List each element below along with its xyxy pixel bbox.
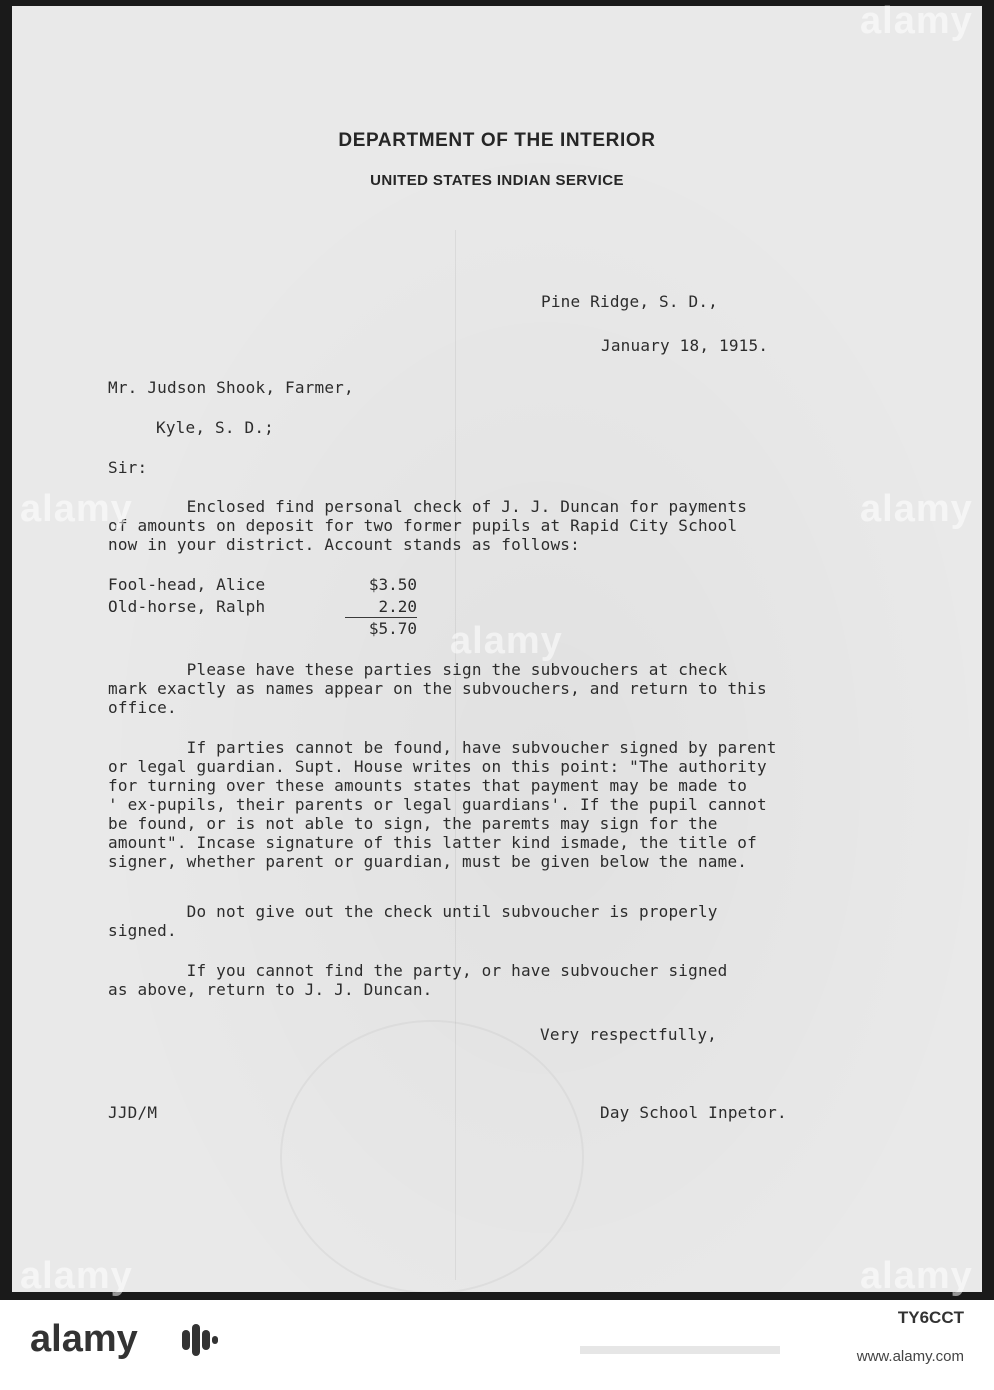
dateline-place: Pine Ridge, S. D., <box>541 292 718 311</box>
footer-divider <box>580 1346 780 1354</box>
paragraph-line: If parties cannot be found, have subvoucher signed by parent <box>108 738 777 757</box>
paragraph-line: Do not give out the check until subvoucher is properly <box>108 902 718 921</box>
watermark: alamy <box>860 0 973 42</box>
paragraph-line: signed. <box>108 921 177 940</box>
watermark: alamy <box>860 1255 973 1297</box>
paragraph-line: signer, whether parent or guardian, must be given below the name. <box>108 852 748 871</box>
account-name: Old-horse, Ralph <box>108 597 266 616</box>
paragraph-line: ' ex-pupils, their parents or legal guardians'. If the pupil cannot <box>108 795 767 814</box>
recipient-name: Mr. Judson Shook, Farmer, <box>108 378 354 397</box>
paragraph-line: If you cannot find the party, or have subvoucher signed <box>108 961 728 980</box>
typist-initials: JJD/M <box>108 1103 158 1122</box>
paragraph-line: office. <box>108 698 177 717</box>
paragraph-line: mark exactly as names appear on the subvouchers, and return to this <box>108 679 767 698</box>
paragraph-line: amount". Incase signature of this latter kind ismade, the title of <box>108 833 757 852</box>
account-total: $5.70 <box>368 619 417 638</box>
watermark: alamy <box>860 488 973 530</box>
paragraph-line: be found, or is not able to sign, the paremts may sign for the <box>108 814 718 833</box>
account-amount: 2.20 <box>378 597 417 616</box>
brand-logo-icon <box>180 1322 220 1358</box>
account-amount: $3.50 <box>368 575 417 594</box>
embossed-seal <box>280 1020 584 1294</box>
letterhead-subtitle: UNITED STATES INDIAN SERVICE <box>370 172 624 189</box>
recipient-place: Kyle, S. D.; <box>156 418 274 437</box>
letterhead-title: DEPARTMENT OF THE INTERIOR <box>338 130 656 151</box>
paragraph-line: Please have these parties sign the subvouchers at check <box>108 660 728 679</box>
sum-rule <box>345 617 417 618</box>
watermark: alamy <box>20 488 133 530</box>
paragraph-line: Enclosed find personal check of J. J. Duncan for payments <box>108 497 748 516</box>
salutation: Sir: <box>108 458 148 477</box>
paragraph-line: now in your district. Account stands as follows: <box>108 535 580 554</box>
image-id: TY6CCT <box>897 1308 964 1327</box>
paragraph-line: as above, return to J. J. Duncan. <box>108 980 433 999</box>
footer-url[interactable]: www.alamy.com <box>856 1348 964 1365</box>
watermark: alamy <box>450 620 563 662</box>
paragraph-line: of amounts on deposit for two former pupils at Rapid City School <box>108 516 738 535</box>
watermark: alamy <box>20 1255 133 1297</box>
stock-footer <box>0 1300 994 1390</box>
paragraph-line: for turning over these amounts states that payment may be made to <box>108 776 748 795</box>
closing: Very respectfully, <box>540 1025 717 1044</box>
paragraph-line: or legal guardian. Supt. House writes on this point: "The authority <box>108 757 767 776</box>
brand-logo: alamy <box>30 1318 138 1360</box>
dateline-date: January 18, 1915. <box>601 336 769 355</box>
signature-title: Day School Inpetor. <box>600 1103 787 1122</box>
account-name: Fool-head, Alice <box>108 575 266 594</box>
